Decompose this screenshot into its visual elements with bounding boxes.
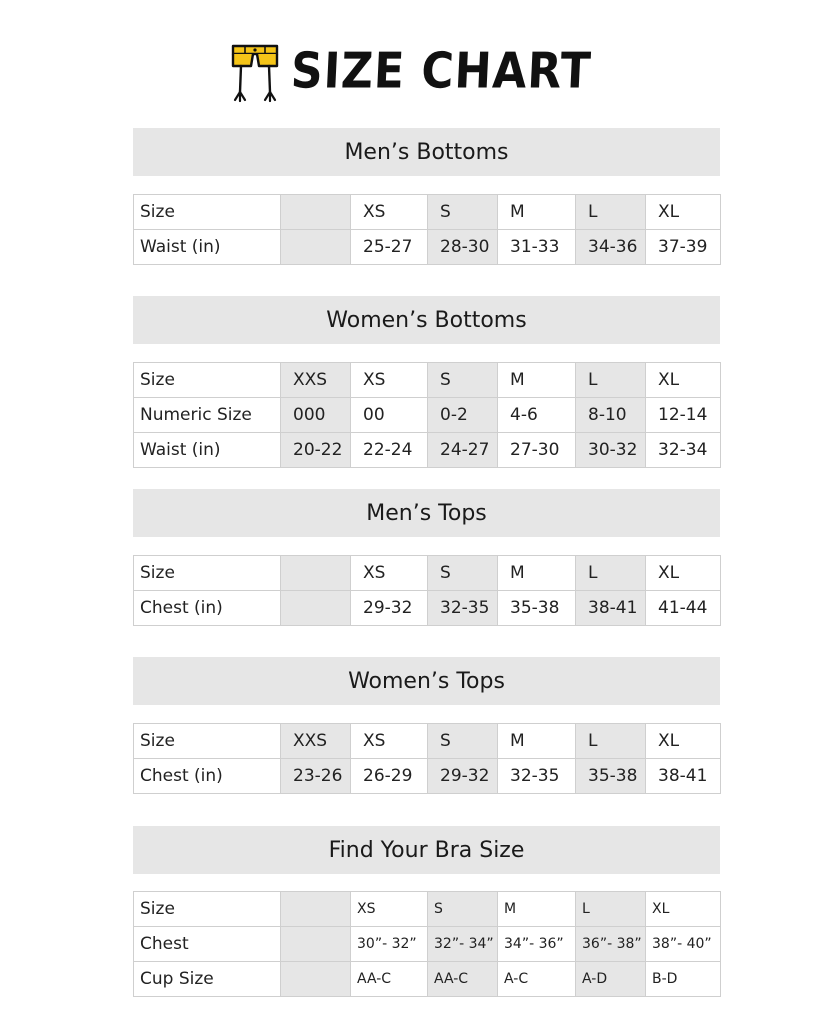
row-label: Size	[134, 363, 281, 398]
table-cell: L	[576, 363, 646, 398]
table-cell: AA-C	[428, 962, 498, 997]
table-cell: 22-24	[351, 433, 428, 468]
table-cell	[281, 892, 351, 927]
table-cell: 20-22	[281, 433, 351, 468]
table-cell: 000	[281, 398, 351, 433]
table-cell: 8-10	[576, 398, 646, 433]
table-cell: AA-C	[351, 962, 428, 997]
table-cell: 34”- 36”	[498, 927, 576, 962]
table-cell: 25-27	[351, 230, 428, 265]
table-cell: 32-35	[498, 759, 576, 794]
table-cell: S	[428, 724, 498, 759]
table-cell: 38-41	[646, 759, 721, 794]
row-label: Size	[134, 724, 281, 759]
section-title: Men’s Bottoms	[133, 128, 720, 176]
section-title: Find Your Bra Size	[133, 826, 720, 874]
table-cell: M	[498, 556, 576, 591]
row-label: Size	[134, 195, 281, 230]
section-womens-bottoms	[133, 296, 720, 460]
table-cell: L	[576, 195, 646, 230]
section-title: Women’s Bottoms	[133, 296, 720, 344]
table-cell: M	[498, 363, 576, 398]
table-cell: XS	[351, 892, 428, 927]
table-row	[134, 927, 721, 962]
table-cell: 34-36	[576, 230, 646, 265]
table-cell: XL	[646, 363, 721, 398]
table-row	[134, 230, 721, 265]
page-header	[0, 40, 819, 104]
table-cell: L	[576, 892, 646, 927]
table-cell	[281, 962, 351, 997]
table-cell: 32-34	[646, 433, 721, 468]
table-row	[134, 556, 721, 591]
table-cell: M	[498, 724, 576, 759]
table-cell: 12-14	[646, 398, 721, 433]
table-row	[134, 195, 721, 230]
table-cell: 23-26	[281, 759, 351, 794]
section-womens-tops	[133, 657, 720, 786]
table-row	[134, 398, 721, 433]
row-label: Chest	[134, 927, 281, 962]
table-cell: M	[498, 892, 576, 927]
table-cell: XS	[351, 195, 428, 230]
table-cell: 35-38	[498, 591, 576, 626]
table-cell: 38”- 40”	[646, 927, 721, 962]
table-row	[134, 892, 721, 927]
shorts-icon	[227, 40, 283, 104]
size-table	[133, 362, 721, 468]
section-title: Women’s Tops	[133, 657, 720, 705]
table-cell: 41-44	[646, 591, 721, 626]
page-title: SIZE CHART	[289, 42, 594, 100]
row-label: Size	[134, 556, 281, 591]
table-cell: XXS	[281, 363, 351, 398]
table-cell	[281, 195, 351, 230]
table-cell: 29-32	[428, 759, 498, 794]
table-cell: A-C	[498, 962, 576, 997]
table-cell: M	[498, 195, 576, 230]
table-cell: L	[576, 724, 646, 759]
table-cell: S	[428, 195, 498, 230]
table-row	[134, 724, 721, 759]
size-table	[133, 555, 721, 626]
row-label: Size	[134, 892, 281, 927]
table-cell: 4-6	[498, 398, 576, 433]
table-cell: XXS	[281, 724, 351, 759]
row-label: Chest (in)	[134, 759, 281, 794]
table-cell	[281, 556, 351, 591]
table-cell: 00	[351, 398, 428, 433]
table-cell: 24-27	[428, 433, 498, 468]
table-cell: 32”- 34”	[428, 927, 498, 962]
table-cell: XS	[351, 556, 428, 591]
table-cell: 35-38	[576, 759, 646, 794]
table-cell: S	[428, 556, 498, 591]
table-row	[134, 962, 721, 997]
table-cell	[281, 927, 351, 962]
row-label: Waist (in)	[134, 433, 281, 468]
table-cell: XS	[351, 363, 428, 398]
section-title: Men’s Tops	[133, 489, 720, 537]
table-cell: 31-33	[498, 230, 576, 265]
section-mens-tops	[133, 489, 720, 618]
table-cell	[281, 230, 351, 265]
table-row	[134, 433, 721, 468]
section-bra-size	[133, 826, 720, 989]
table-row	[134, 759, 721, 794]
table-cell: XL	[646, 724, 721, 759]
size-table	[133, 194, 721, 265]
table-cell: 37-39	[646, 230, 721, 265]
table-cell: 38-41	[576, 591, 646, 626]
table-cell: 0-2	[428, 398, 498, 433]
row-label: Numeric Size	[134, 398, 281, 433]
table-cell: XS	[351, 724, 428, 759]
row-label: Cup Size	[134, 962, 281, 997]
table-cell: 30-32	[576, 433, 646, 468]
table-row	[134, 363, 721, 398]
size-table	[133, 891, 721, 997]
table-cell: 36”- 38”	[576, 927, 646, 962]
row-label: Chest (in)	[134, 591, 281, 626]
table-cell: XL	[646, 892, 721, 927]
table-cell: S	[428, 363, 498, 398]
table-cell: B-D	[646, 962, 721, 997]
table-cell: A-D	[576, 962, 646, 997]
table-cell: XL	[646, 556, 721, 591]
table-cell: 27-30	[498, 433, 576, 468]
table-cell: 30”- 32”	[351, 927, 428, 962]
table-cell: XL	[646, 195, 721, 230]
table-cell: 29-32	[351, 591, 428, 626]
table-cell: L	[576, 556, 646, 591]
table-row	[134, 591, 721, 626]
table-cell: 32-35	[428, 591, 498, 626]
table-cell: S	[428, 892, 498, 927]
table-cell	[281, 591, 351, 626]
table-cell: 26-29	[351, 759, 428, 794]
size-table	[133, 723, 721, 794]
section-mens-bottoms	[133, 128, 720, 257]
row-label: Waist (in)	[134, 230, 281, 265]
table-cell: 28-30	[428, 230, 498, 265]
